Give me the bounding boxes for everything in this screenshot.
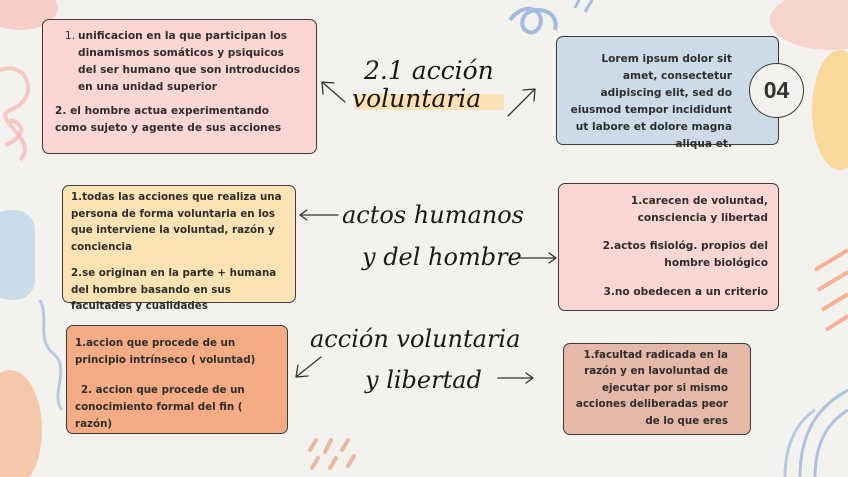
list-text: unificacion en la que participan los dinamismos somáticos y psiquicos del ser humano que son introducidos en una unidad superior bbox=[78, 30, 301, 93]
list-text: 1.todas las acciones que realiza una persona de forma voluntaria en los que interviene la voluntad, razón y conciencia bbox=[71, 191, 282, 253]
list-text: 3.no obedecen a un criterio bbox=[603, 286, 768, 298]
heading-line1: 2.1 acción bbox=[364, 56, 494, 85]
arrow-left-icon bbox=[300, 210, 338, 220]
list-text: 1.accion que procede de un principio intrínseco ( voluntad) bbox=[75, 337, 256, 366]
actos-title-line2: y del hombre bbox=[362, 243, 522, 271]
arrow-down-left-icon bbox=[296, 357, 321, 377]
list-text: 2. accion que procede de un conocimiento formal del fin ( razón) bbox=[75, 384, 245, 430]
badge-number: 04 bbox=[763, 77, 790, 103]
libertad-title-line1: acción voluntaria bbox=[310, 325, 521, 353]
list-text: 1.carecen de voluntad, consciencia y libertad bbox=[630, 195, 768, 224]
list-text: 2.actos fisiológ. propios del hombre biológico bbox=[602, 240, 768, 269]
lorem-text: Lorem ipsum dolor sit amet, consectetur adipiscing elit, sed do eiusmod tempor incididunt ut labore et dolore magna aliqua et. bbox=[570, 53, 732, 150]
list-number: 1. bbox=[64, 30, 75, 42]
list-text: 2. el hombre actua experimentando como sujeto y agente de sus acciones bbox=[55, 105, 282, 134]
arrow-up-left-icon bbox=[322, 82, 345, 102]
actos-title-line1: actos humanos bbox=[342, 201, 524, 229]
arrow-right-icon bbox=[519, 253, 556, 263]
libertad-title-line2: y libertad bbox=[365, 366, 482, 394]
heading-line2: voluntaria bbox=[352, 84, 482, 113]
arrow-right-icon bbox=[498, 373, 533, 383]
arrow-up-right-icon bbox=[508, 89, 535, 116]
libertad-text: 1.facultad radicada en la razón y en lavoluntad de ejecutar por si mismo acciones deliberadas peor de lo que eres bbox=[575, 349, 728, 427]
list-text: 2.se originan en la parte + humana del hombre basando en sus facultades y cualidades bbox=[71, 267, 277, 312]
